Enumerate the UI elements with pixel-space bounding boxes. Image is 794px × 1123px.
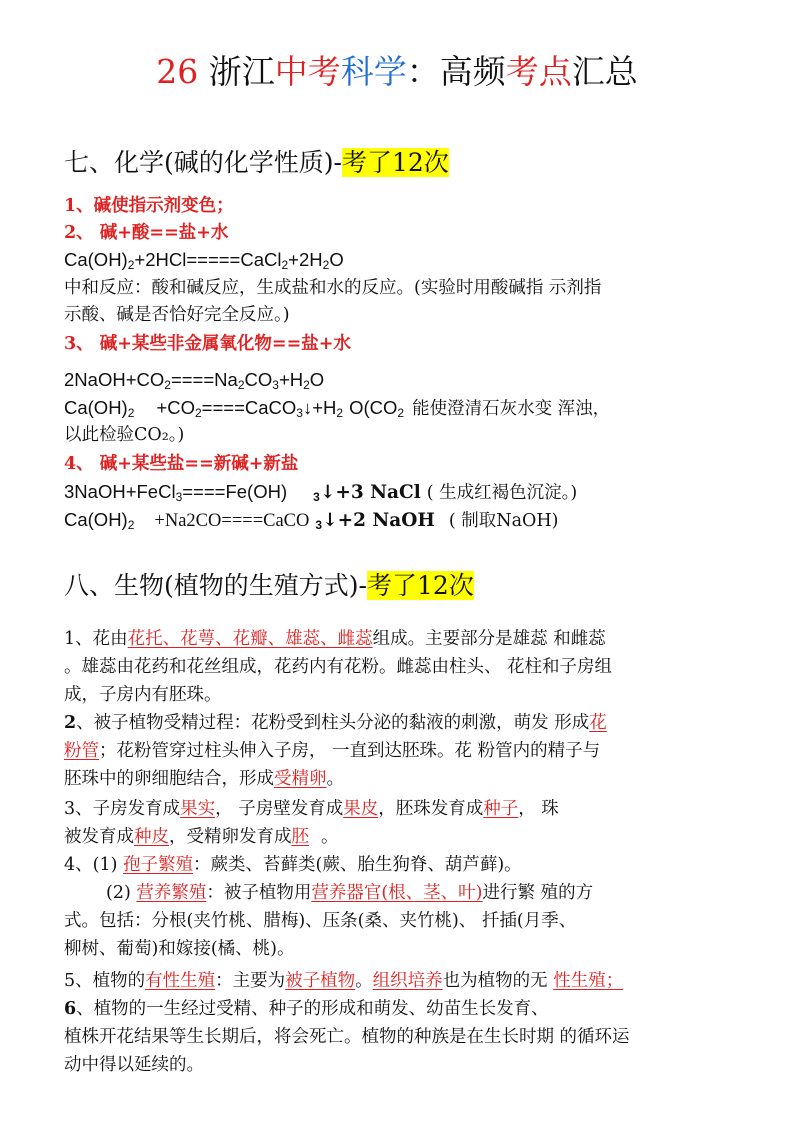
title-number: 26: [156, 52, 199, 91]
point-2: 2、 碱+酸==盐+水: [64, 223, 229, 243]
frequency-badge: 考了12次: [341, 148, 449, 177]
bio-line-9: 4、(1) 孢子繁殖：蕨类、苔藓类(蕨、胎生狗脊、葫芦藓)。: [64, 855, 522, 875]
bio-line-15: 植株开花结果等生长期后，将会死亡。植物的种族是在生长时期 的循环运: [64, 1027, 630, 1047]
note-line-1: 中和反应：酸和碱反应，生成盐和水的反应。(实验时用酸碱指 示剂指: [64, 278, 602, 298]
point-3: 3、 碱+某些非金属氧化物==盐+水: [64, 334, 351, 354]
bio-line-8: 被发育成种皮，受精卵发育成胚 。: [64, 827, 339, 847]
frequency-badge: 考了12次: [366, 571, 474, 600]
bio-line-7: 3、子房发育成果实， 子房壁发育成果皮，胚珠发育成种子， 珠: [64, 799, 559, 819]
bio-line-1: 1、花由花托、花萼、花瓣、雄蕊、雌蕊组成。主要部分是雄蕊 和雌蕊: [64, 629, 606, 649]
bio-line-3: 成，子房内有胚珠。: [64, 685, 222, 705]
page-title: 26 浙江中考科学：高频考点汇总: [156, 52, 638, 91]
bio-line-13: 5、植物的有性生殖：主要为被子植物。组织培养也为植物的无 性生殖；: [64, 971, 624, 991]
bio-line-6: 胚珠中的卵细胞结合，形成受精卵。: [64, 769, 344, 789]
bio-line-10: (2) 营养繁殖：被子植物用营养器官(根、茎、叶)进行繁 殖的方: [106, 883, 594, 903]
point-4: 4、 碱+某些盐==新碱+新盐: [64, 454, 299, 474]
equation-1: $Ca(OH)_2+2HCl=====CaCl_2+2H_2O$: [64, 249, 344, 272]
equation-5: $Ca(OH)_2$ +Na2CO====CaCO $_3$↓+2 NaOH ( 制取NaOH): [64, 509, 559, 532]
bio-line-4: 2、被子植物受精过程：花粉受到柱头分泌的黏液的刺激，萌发 形成花: [64, 713, 607, 733]
equation-3: $Ca(OH)_2$ $+CO_2====CaCO_3↓+H_2$ $O(CO_2$ 能使澄清石灰水变 浑浊，: [64, 397, 611, 420]
bio-line-2: 。雄蕊由花药和花丝组成，花药内有花粉。雌蕊由柱头、 花柱和子房组: [64, 657, 613, 677]
bio-line-12: 柳树、葡萄)和嫁接(橘、桃)。: [64, 939, 295, 959]
bio-line-5: 粉管；花粉管穿过柱头伸入子房， 一直到达胚珠。花 粉管内的精子与: [64, 741, 601, 761]
bio-line-14: 6、植物的一生经过受精、种子的形成和萌发、幼苗生长发育、: [64, 999, 549, 1019]
point-1: 1、碱使指示剂变色；: [64, 196, 234, 216]
section-7-heading: 七、化学(碱的化学性质)-考了12次: [64, 148, 449, 177]
equation-3-note: 以此检验CO₂。): [64, 425, 185, 445]
equation-2: $2NaOH+CO_2====Na_2CO_3+H_2O$: [64, 369, 325, 392]
section-8-heading: 八、生物(植物的生殖方式)-考了12次: [64, 571, 474, 600]
note-line-2: 示酸、碱是否恰好完全反应。): [64, 305, 290, 325]
bio-line-11: 式。包括：分根(夹竹桃、腊梅)、压条(桑、夹竹桃)、 扦插(月季、: [64, 911, 577, 931]
equation-4: 3NaOH+FeCl$_3$====Fe(OH) $_3$↓+3 NaCl ( 生成红褐色沉淀。): [64, 481, 578, 504]
bio-line-16: 动中得以延续的。: [64, 1055, 204, 1075]
